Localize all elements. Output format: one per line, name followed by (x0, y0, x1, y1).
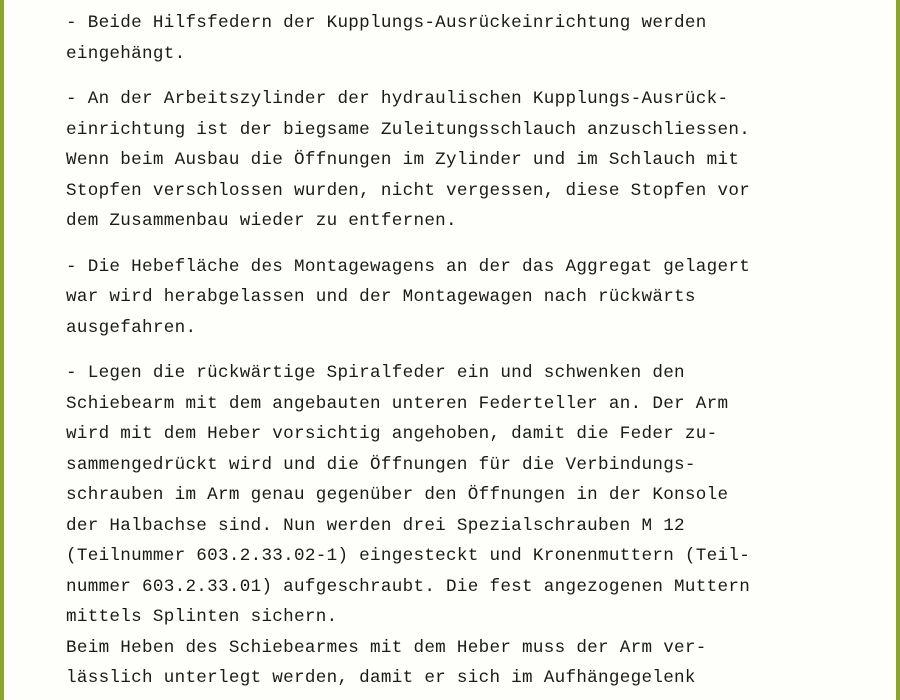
text-line: Wenn beim Ausbau die Öffnungen im Zylinder und im Schlauch mit (66, 150, 740, 170)
text-line: ausgefahren. (66, 317, 197, 338)
paragraph-4 (66, 358, 896, 633)
text-line: - Legen die rückwärtige Spiralfeder ein und schwenken den (66, 363, 685, 383)
text-line: wird mit dem Heber vorsichtig angehoben, damit die Feder zu- (66, 424, 718, 444)
paragraph-3 (66, 252, 896, 344)
paragraph-1 (66, 8, 896, 69)
text-line: mittels Splinten sichern. (66, 607, 338, 627)
text-line: (Teilnummer 603.2.33.02-1) eingesteckt und Kronenmuttern (Teil- (66, 546, 751, 566)
paragraph-2 (66, 84, 896, 237)
text-line: Stopfen verschlossen wurden, nicht vergessen, diese Stopfen vor (66, 180, 751, 201)
paragraph-5 (66, 633, 896, 694)
text-line: dem Zusammenbau wieder zu entfernen. (66, 211, 457, 231)
text-line: schrauben im Arm genau gegenüber den Öffnungen in der Konsole (66, 485, 729, 505)
text-line: - Die Hebefläche des Montagewagens an der das Aggregat gelagert (66, 256, 751, 277)
text-line: sammengedrückt wird und die Öffnungen für die Verbindungs- (66, 454, 696, 475)
text-line: nummer 603.2.33.01) aufgeschraubt. Die fest angezogenen Muttern (66, 576, 751, 597)
text-line: Schiebearm mit dem angebauten unteren Federteller an. Der Arm (66, 393, 729, 414)
text-line: Beim Heben des Schiebearmes mit dem Heber muss der Arm ver- (66, 637, 707, 658)
text-line: war wird herabgelassen und der Montagewagen nach rückwärts (66, 287, 696, 307)
text-line: einrichtung ist der biegsame Zuleitungsschlauch anzuschliessen. (66, 119, 751, 140)
text-line: - An der Arbeitszylinder der hydraulischen Kupplungs-Ausrück- (66, 89, 729, 109)
text-line: - Beide Hilfsfedern der Kupplungs-Ausrückeinrichtung werden (66, 13, 707, 33)
text-line: der Halbachse sind. Nun werden drei Spezialschrauben M 12 (66, 515, 685, 536)
document-body (66, 8, 896, 694)
text-line: eingehängt. (66, 43, 186, 64)
text-line: lässlich unterlegt werden, damit er sich im Aufhängegelenk (66, 668, 696, 688)
